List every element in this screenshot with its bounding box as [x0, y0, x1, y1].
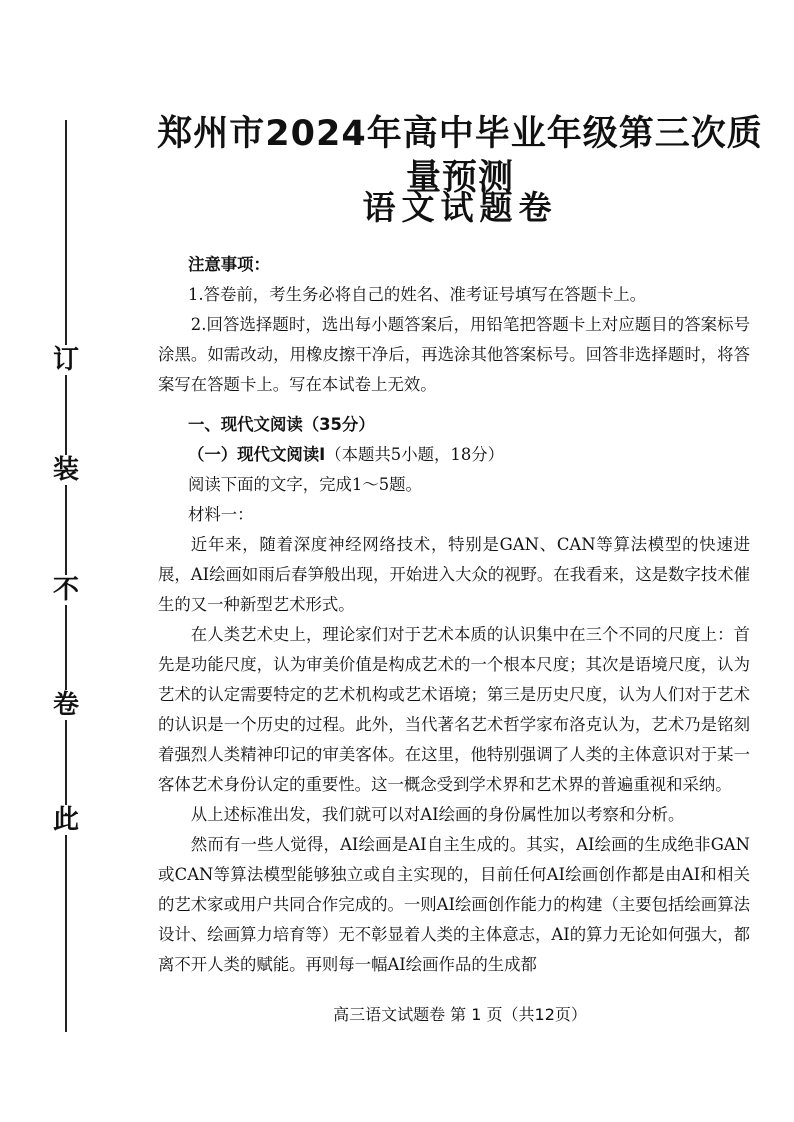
binding-char-ci: 此 — [46, 805, 86, 835]
sub-section-title — [158, 440, 750, 470]
notice-item-2: 2.回答选择题时，选出每小题答案后，用铅笔把答题卡上对应题目的答案标号涂黑。如需改动，用橡皮擦干净后，再选涂其他答案标号。回答非选择题时，将答案写在答题卡上。写在本试卷上无效。 — [158, 315, 750, 394]
section-title: 一、现代文阅读（35分） — [188, 415, 375, 434]
page-footer: 高三语文试题卷 第 1 页（共12页） — [333, 1005, 587, 1024]
binding-char-ding: 订 — [46, 345, 86, 375]
exam-title: 郑州市2024年高中毕业年级第三次质量预测 — [157, 114, 763, 198]
paragraph: 从上述标准出发，我们就可以对AI绘画的身份属性加以考察和分析。 — [190, 805, 685, 824]
reading-instruction: 阅读下面的文字，完成1～5题。 — [188, 475, 422, 494]
binding-char-zhuang: 装 — [46, 455, 86, 485]
sub-section-note: （本题共5小题，18分） — [325, 445, 505, 464]
notice-title: 注意事项： — [188, 255, 270, 274]
exam-content — [158, 250, 750, 980]
paragraph: 然而有一些人觉得，AI绘画是AI自主生成的。其实，AI绘画的生成绝非GAN或CAN等算法模型能够独立或自主实现的，目前任何AI绘画创作都是由AI和相关的艺术家或用户共同合作完成的。一则AI绘画创作能力的构建（主要包括绘画算法设计、绘画算力培育等）无不彰显着人类的主体意志，AI的算力无论如何强大，都离不开人类的赋能。再则每一幅AI绘画作品的生成都 — [158, 835, 750, 974]
binding-char-juan: 卷 — [46, 690, 86, 720]
binding-margin — [46, 120, 86, 1032]
sub-section-label: （一）现代文阅读Ⅰ — [188, 445, 326, 464]
paragraph: 在人类艺术史上，理论家们对于艺术本质的认识集中在三个不同的尺度上：首先是功能尺度，认为审美价值是构成艺术的一个根本尺度；其次是语境尺度，认为艺术的认定需要特定的艺术机构或艺术语境；第三是历史尺度，认为人们对于艺术的认识是一个历史的过程。此外，当代著名艺术哲学家布洛克认为，艺术乃是铭刻着强烈人类精神印记的审美客体。在这里，他特别强调了人类的主体意识对于某一客体艺术身份认定的重要性。这一概念受到学术界和艺术界的普遍重视和采纳。 — [158, 625, 750, 794]
exam-subtitle: 语文试题卷 — [362, 188, 558, 227]
notice-item-1: 1.答卷前，考生务必将自己的姓名、准考证号填写在答题卡上。 — [188, 285, 647, 304]
paragraph: 近年来，随着深度神经网络技术，特别是GAN、CAN等算法模型的快速进展，AI绘画如雨后春笋般出现，开始进入大众的视野。在我看来，这是数字技术催生的又一种新型艺术形式。 — [158, 535, 750, 614]
material-label: 材料一： — [188, 505, 254, 524]
binding-char-bu: 不 — [46, 575, 86, 605]
